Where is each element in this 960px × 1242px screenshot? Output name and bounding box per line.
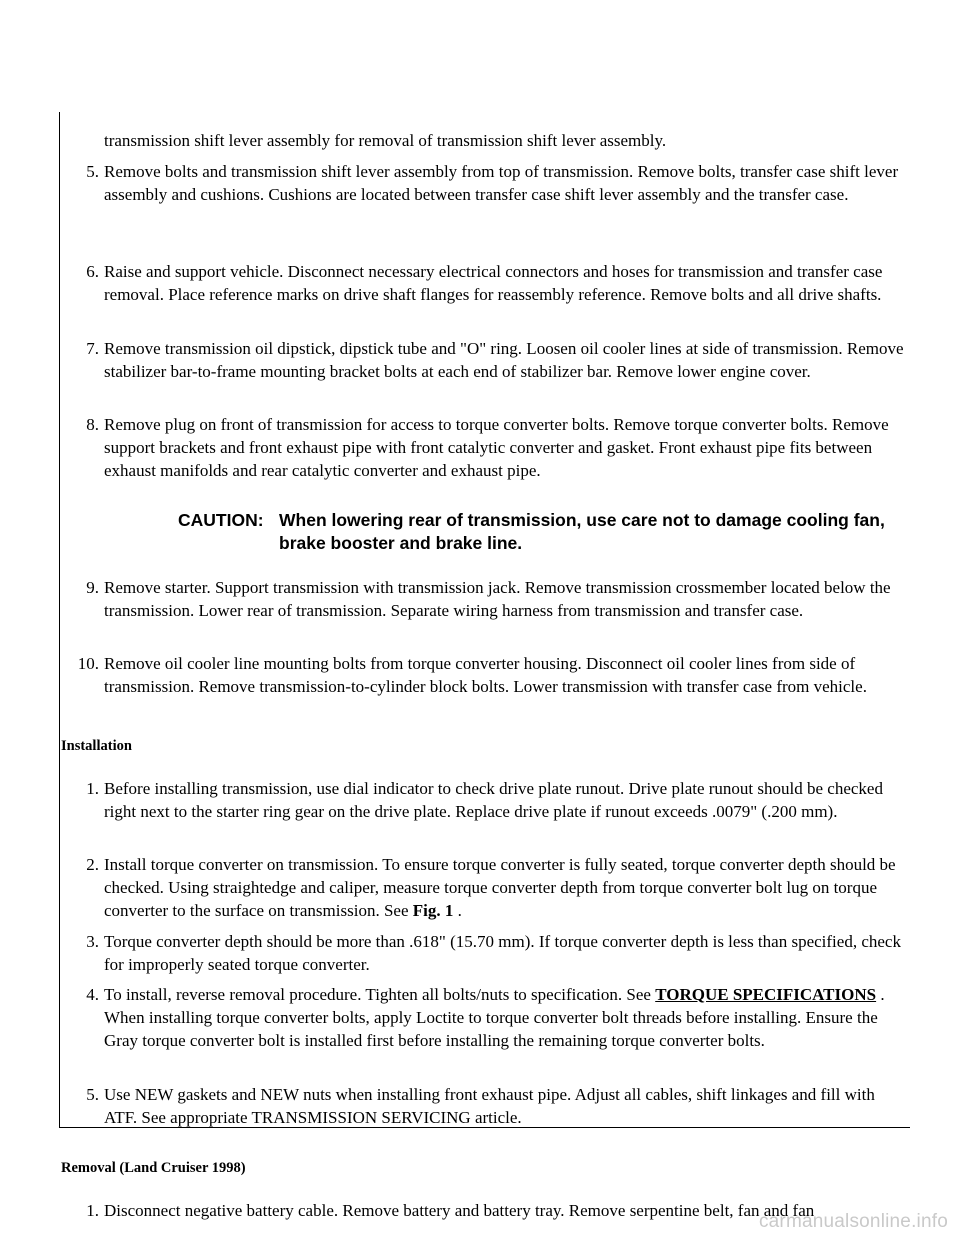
figure-link[interactable]: Fig. 1 [412, 901, 454, 920]
removal-step-6 [86, 260, 910, 306]
installation-step-2 [86, 853, 910, 922]
step-number: 7 . [54, 337, 99, 360]
step-text: Remove starter. Support transmission with transmission jack. Remove transmission crossmember located below the transmission. Lower rear of transmission. Separate wiring harness from transmission and transfer case. [104, 578, 891, 620]
step-text-start: Install torque converter on transmission. To ensure torque converter is fully seated, torque converter depth should be checked. Using straightedge and caliper, measure torque converter depth from torque converter bolt lug on torque converter to the surface on transmission. See [104, 855, 896, 920]
step-continuation-text: transmission shift lever assembly for removal of transmission shift lever assembly. [104, 131, 667, 150]
removal-step-5 [86, 160, 910, 206]
installation-step-5 [86, 1083, 910, 1129]
installation-step-1 [86, 777, 910, 823]
step-text [104, 983, 910, 1052]
step-text: Remove plug on front of transmission for access to torque converter bolts. Remove torque converter bolts. Remove support brackets and front exhaust pipe with front catalytic converter and gasket. Front exhaust pipe fits between exhaust manifolds and rear catalytic converter and exhaust pipe. [104, 415, 889, 480]
removal-step-7 [86, 337, 910, 383]
watermark: carmanualsonline.info [758, 1211, 948, 1232]
step-number: 1 . [54, 1199, 99, 1222]
step-text: Use NEW gaskets and NEW nuts when installing front exhaust pipe. Adjust all cables, shift linkages and fill with ATF. See appropriate TRANSMISSION SERVICING article. [104, 1085, 875, 1127]
step-text: Before installing transmission, use dial indicator to check drive plate runout. Drive plate runout should be checked right next to the starter ring gear on the drive plate. Replace drive plate if runout exceeds .0079" (.200 mm). [104, 779, 883, 821]
section-heading-installation: Installation [61, 738, 132, 754]
step-number: 6 . [54, 260, 99, 283]
step-number: 5 . [54, 1083, 99, 1106]
step-text: Disconnect negative battery cable. Remove battery and battery tray. Remove serpentine belt, fan and fan [104, 1201, 815, 1220]
torque-specifications-link[interactable]: TORQUE SPECIFICATIONS [655, 985, 877, 1004]
step-text: Remove transmission oil dipstick, dipstick tube and "O" ring. Loosen oil cooler lines at side of transmission. Remove stabilizer bar-to-frame mounting bracket bolts at each end of stabilizer bar. Remove lower engine cover. [104, 339, 904, 381]
step-number: 3 . [54, 930, 99, 953]
caution-text: When lowering rear of transmission, use care not to damage cooling fan, brake booster and brake line. [279, 510, 885, 553]
step-text: Remove bolts and transmission shift lever assembly from top of transmission. Remove bolts, transfer case shift lever assembly and cushions. Cushions are located between transfer case shift lever assembly and the transfer case. [104, 162, 899, 204]
step-number: 4 . [54, 983, 99, 1006]
removal-step-10 [77, 652, 910, 698]
step-number: 9 . [54, 576, 99, 599]
installation-step-4 [86, 983, 910, 1052]
step-text-start: To install, reverse removal procedure. Tighten all bolts/nuts to specification. See [104, 985, 656, 1004]
step-number: 5 . [54, 160, 99, 183]
step-text: Remove oil cooler line mounting bolts from torque converter housing. Disconnect oil cooler lines from side of transmission. Remove transmission-to-cylinder block bolts. Lower transmission with transfer case from vehicle. [104, 654, 867, 696]
step-number: 10 . [54, 652, 99, 675]
step-text-end: . When installing torque converter bolts, apply Loctite to torque converter bolt threads before installing. Ensure the Gray torque converter bolt is installed first before installing the remaining torque converter bolts. [104, 985, 885, 1050]
step-number: 1 . [54, 777, 99, 800]
caution-label: CAUTION: [178, 510, 264, 530]
removal-step-9 [86, 576, 910, 622]
step-text: Raise and support vehicle. Disconnect necessary electrical connectors and hoses for transmission and transfer case removal. Place reference marks on drive shaft flanges for reassembly reference. Remove bolts and all drive shafts. [104, 262, 883, 304]
step-number: 2 . [54, 853, 99, 876]
step-number: 8 . [54, 413, 99, 436]
installation-step-3 [86, 930, 910, 976]
step-text: Torque converter depth should be more than .618" (15.70 mm). If torque converter depth is less than specified, check for improperly seated torque converter. [104, 932, 901, 974]
removal-step-8 [86, 413, 910, 482]
step-text-end: . [453, 901, 462, 920]
section-heading-removal-1998: Removal (Land Cruiser 1998) [61, 1160, 246, 1176]
step-text [104, 853, 910, 922]
